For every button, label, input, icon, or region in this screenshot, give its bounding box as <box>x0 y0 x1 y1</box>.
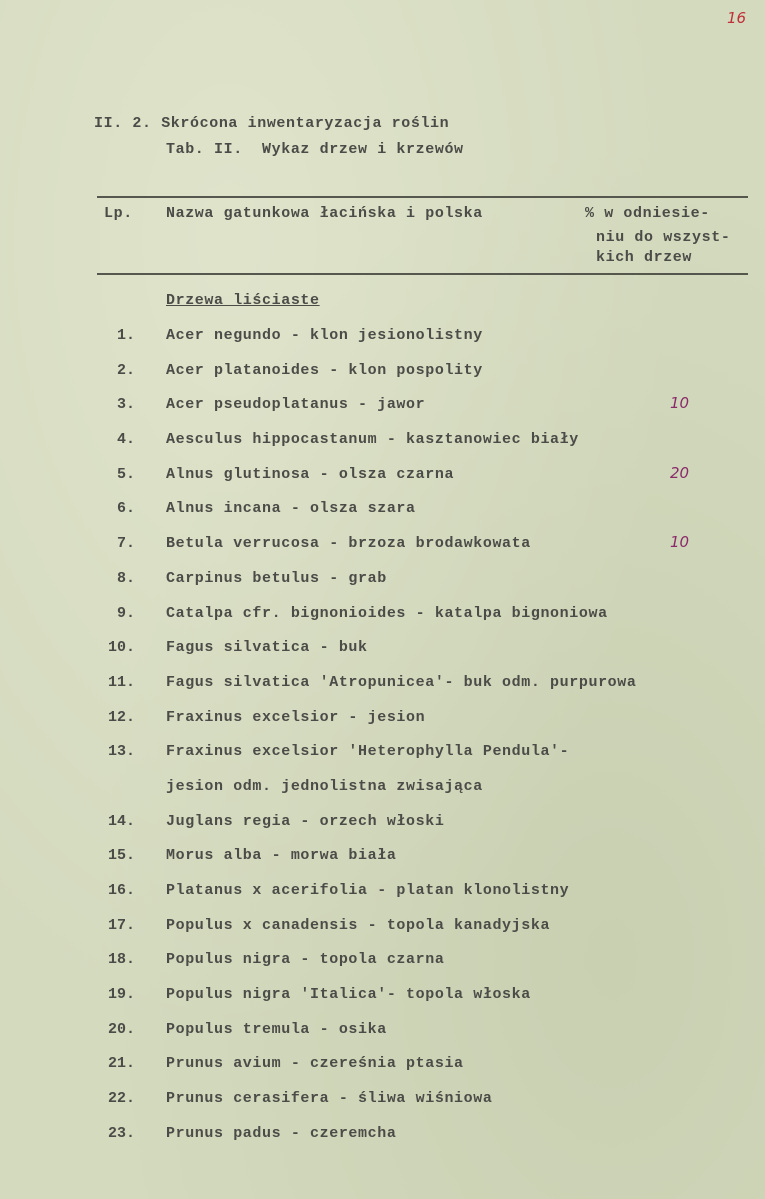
section-heading: II. 2. Skrócona inwentaryzacja roślin <box>94 115 450 132</box>
row-number: 17. <box>107 916 135 934</box>
table-row <box>0 702 765 737</box>
table-title: Tab. II. Wykaz drzew i krzewów <box>166 141 464 158</box>
table-row <box>0 1083 765 1118</box>
header-name: Nazwa gatunkowa łacińska i polska <box>166 205 483 222</box>
table-row <box>0 806 765 841</box>
species-name: Prunus padus - czeremcha <box>166 1124 397 1142</box>
table-row <box>0 875 765 910</box>
row-number: 19. <box>107 986 135 1004</box>
row-number: 18. <box>107 951 135 969</box>
page-number: 16 <box>727 9 747 27</box>
species-name: Aesculus hippocastanum - kasztanowiec biały <box>166 431 579 449</box>
row-number: 6. <box>116 500 135 518</box>
table-row <box>0 320 765 355</box>
species-name: Fraxinus excelsior - jesion <box>166 708 426 726</box>
row-number: 22. <box>107 1090 135 1108</box>
table-row <box>0 424 765 459</box>
species-name-continuation: jesion odm. jednolistna zwisająca <box>166 777 483 795</box>
species-name: Fagus silvatica 'Atropunicea'- buk odm. purpurowa <box>166 673 637 691</box>
row-number: 9. <box>116 604 135 622</box>
species-name: Platanus x acerifolia - platan klonolistny <box>166 882 570 899</box>
table-row <box>0 736 765 771</box>
species-name: Populus x canadensis - topola kanadyjska <box>166 916 551 934</box>
row-number: 12. <box>107 708 135 726</box>
table-row <box>0 493 765 528</box>
table-row <box>0 632 765 667</box>
species-name: Morus alba - morwa biała <box>166 847 397 865</box>
table-row-continuation <box>0 771 765 806</box>
row-number: 11. <box>107 673 135 691</box>
row-number: 7. <box>116 535 135 553</box>
row-number: 3. <box>116 396 135 414</box>
species-name: Fraxinus excelsior 'Heterophylla Pendula'- <box>166 743 570 761</box>
species-name: Carpinus betulus - grab <box>166 569 387 587</box>
row-number: 5. <box>116 465 135 483</box>
table-row <box>0 840 765 875</box>
row-number: 1. <box>116 327 135 344</box>
percent-value: 10 <box>670 533 690 552</box>
species-name: Juglans regia - orzech włoski <box>166 812 445 830</box>
species-name: Prunus cerasifera - śliwa wiśniowa <box>166 1090 493 1108</box>
header-lp: Lp. <box>104 205 133 222</box>
row-number: 2. <box>116 361 135 379</box>
species-name: Acer platanoides - klon pospolity <box>166 361 483 379</box>
species-name: Alnus glutinosa - olsza czarna <box>166 465 455 483</box>
row-number: 20. <box>107 1020 135 1038</box>
table-row <box>0 1048 765 1083</box>
table-row <box>0 1118 765 1153</box>
table-row <box>0 667 765 702</box>
row-number: 10. <box>107 639 135 657</box>
row-number: 15. <box>107 847 135 865</box>
row-number: 14. <box>107 812 135 830</box>
table-row <box>0 459 765 494</box>
row-number: 13. <box>107 743 135 761</box>
table-header-rule <box>97 273 748 275</box>
species-name: Acer pseudoplatanus - jawor <box>166 396 426 414</box>
table-row <box>0 355 765 390</box>
table-row <box>0 944 765 979</box>
table-row <box>0 1014 765 1049</box>
row-number: 8. <box>116 569 135 587</box>
table-top-rule <box>97 196 748 198</box>
table-row <box>0 979 765 1014</box>
species-name: Populus nigra - topola czarna <box>166 951 445 969</box>
percent-value: 10 <box>670 394 690 413</box>
species-name: Populus nigra 'Italica'- topola włoska <box>166 986 531 1004</box>
species-name: Catalpa cfr. bignonioides - katalpa bignoniowa <box>166 604 608 622</box>
row-number: 21. <box>107 1055 135 1073</box>
row-number: 16. <box>107 882 135 899</box>
table-row <box>0 598 765 633</box>
species-name: Acer negundo - klon jesionolistny <box>166 327 483 344</box>
species-name: Alnus incana - olsza szara <box>166 500 416 518</box>
header-percent-2: niu do wszyst- <box>596 229 731 246</box>
header-percent-3: kich drzew <box>596 249 693 266</box>
percent-value: 20 <box>670 463 690 482</box>
species-name: Prunus avium - czereśnia ptasia <box>166 1055 464 1073</box>
table-row <box>0 910 765 945</box>
species-name: Betula verrucosa - brzoza brodawkowata <box>166 535 531 553</box>
row-number: 23. <box>107 1124 135 1142</box>
table-row <box>0 563 765 598</box>
species-name: Fagus silvatica - buk <box>166 639 368 657</box>
table-row <box>0 528 765 563</box>
section-title: Drzewa liściaste <box>166 292 320 309</box>
row-number: 4. <box>116 431 135 449</box>
table-row <box>0 389 765 424</box>
header-percent-1: % w odniesie- <box>585 205 710 222</box>
species-name: Populus tremula - osika <box>166 1020 387 1038</box>
tree-list <box>0 320 765 1153</box>
